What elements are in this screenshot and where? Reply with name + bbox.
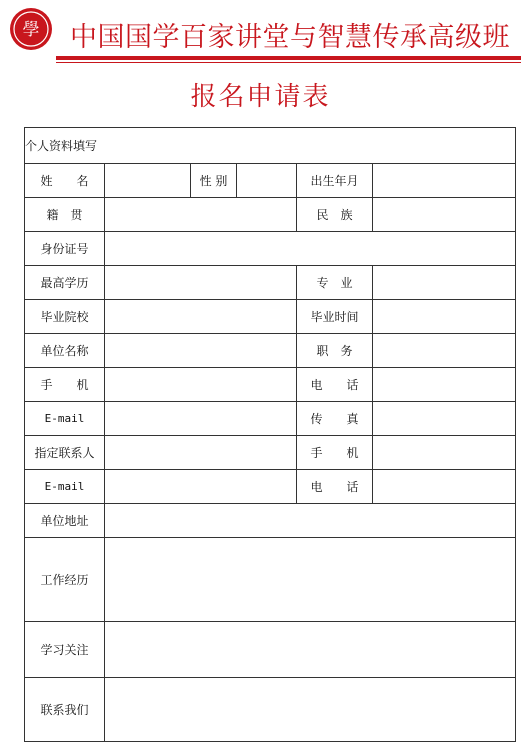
contact-person-label: 指定联系人 xyxy=(25,436,105,470)
education-input[interactable] xyxy=(105,266,297,300)
position-label: 职 务 xyxy=(297,334,373,368)
name-input[interactable] xyxy=(105,164,191,198)
employer-input[interactable] xyxy=(105,334,297,368)
education-label: 最高学历 xyxy=(25,266,105,300)
employer-label: 单位名称 xyxy=(25,334,105,368)
contact-phone-input[interactable] xyxy=(373,470,516,504)
gender-label: 性 别 xyxy=(191,164,237,198)
registration-form-table xyxy=(24,127,516,742)
gender-input[interactable] xyxy=(237,164,297,198)
address-label: 单位地址 xyxy=(25,504,105,538)
contact-email-input[interactable] xyxy=(105,470,297,504)
birth-input[interactable] xyxy=(373,164,516,198)
phone-input[interactable] xyxy=(373,368,516,402)
svg-text:學: 學 xyxy=(22,20,40,40)
id-number-input[interactable] xyxy=(105,232,516,266)
major-input[interactable] xyxy=(373,266,516,300)
birth-label: 出生年月 xyxy=(297,164,373,198)
native-place-label: 籍 贯 xyxy=(25,198,105,232)
school-input[interactable] xyxy=(105,300,297,334)
fax-label: 传 真 xyxy=(297,402,373,436)
contact-us-label: 联系我们 xyxy=(25,678,105,742)
phone-label: 电 话 xyxy=(297,368,373,402)
email-label: E-mail xyxy=(25,402,105,436)
grad-time-label: 毕业时间 xyxy=(297,300,373,334)
header-rule xyxy=(56,56,521,60)
contact-mobile-label: 手 机 xyxy=(297,436,373,470)
section-header: 个人资料填写 xyxy=(25,128,516,164)
fax-input[interactable] xyxy=(373,402,516,436)
mobile-input[interactable] xyxy=(105,368,297,402)
header-rule-thin xyxy=(56,62,521,63)
address-input[interactable] xyxy=(105,504,516,538)
mobile-label: 手 机 xyxy=(25,368,105,402)
ethnicity-label: 民 族 xyxy=(297,198,373,232)
page-header xyxy=(0,0,521,64)
position-input[interactable] xyxy=(373,334,516,368)
form-title: 报名申请表 xyxy=(190,82,331,112)
organization-title: 中国国学百家讲堂与智慧传承高级班 xyxy=(70,22,510,53)
study-focus-label: 学习关注 xyxy=(25,622,105,678)
major-label: 专 业 xyxy=(297,266,373,300)
work-experience-input[interactable] xyxy=(105,538,516,622)
work-experience-label: 工作经历 xyxy=(25,538,105,622)
name-label: 姓 名 xyxy=(25,164,105,198)
contact-person-input[interactable] xyxy=(105,436,297,470)
contact-us-input[interactable] xyxy=(105,678,516,742)
school-label: 毕业院校 xyxy=(25,300,105,334)
contact-phone-label: 电 话 xyxy=(297,470,373,504)
study-focus-input[interactable] xyxy=(105,622,516,678)
seal-logo-icon xyxy=(8,6,54,52)
contact-mobile-input[interactable] xyxy=(373,436,516,470)
ethnicity-input[interactable] xyxy=(373,198,516,232)
email-input[interactable] xyxy=(105,402,297,436)
contact-email-label: E-mail xyxy=(25,470,105,504)
id-number-label: 身份证号 xyxy=(25,232,105,266)
grad-time-input[interactable] xyxy=(373,300,516,334)
native-place-input[interactable] xyxy=(105,198,297,232)
